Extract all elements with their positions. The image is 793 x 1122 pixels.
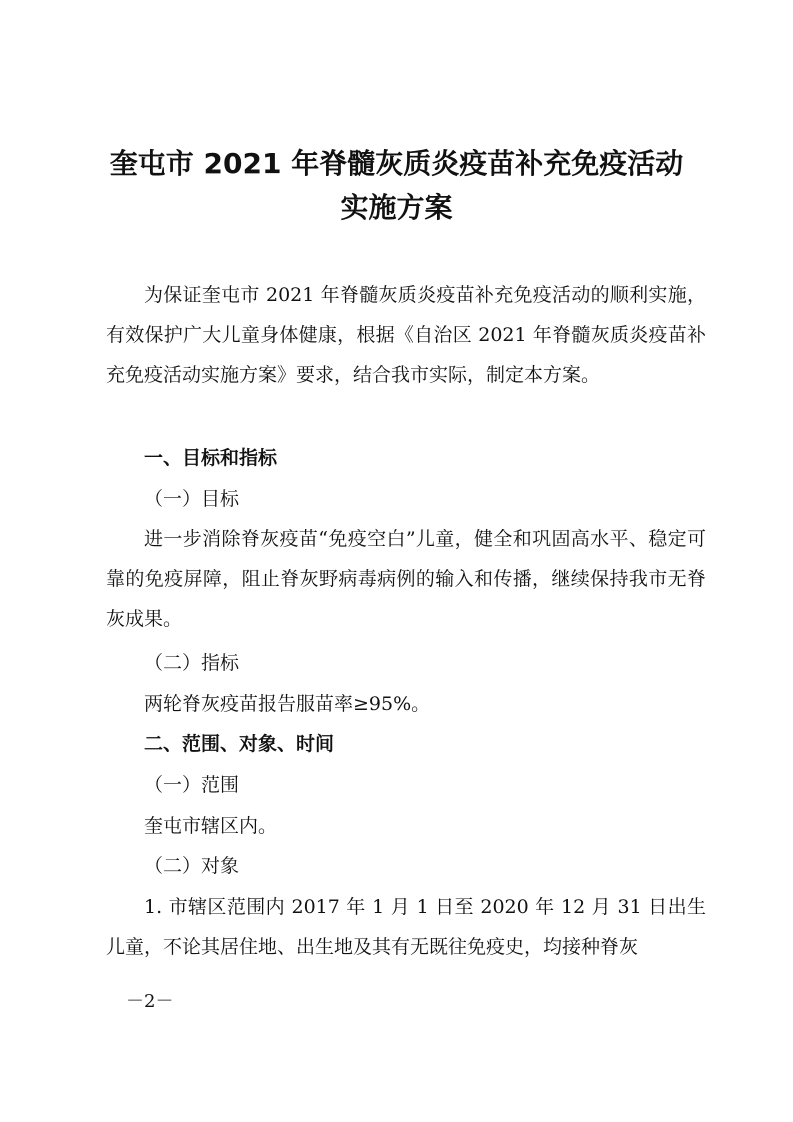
section-1-subheading-1: （一）目标 <box>144 488 240 510</box>
page-number: －2－ <box>126 991 174 1012</box>
section-1-sub-2-text: 两轮脊灰疫苗报告服苗率≥95%。 <box>144 693 431 715</box>
section-1-subheading-2: （二）指标 <box>144 652 240 674</box>
document-title-line-2: 实施方案 <box>340 191 453 224</box>
intro-paragraph: 为保证奎屯市 2021 年脊髓灰质炎疫苗补充免疫活动的顺利实施，有效保护广大儿童身体健康，根据《自治区 2021 年脊髓灰质炎疫苗补充免疫活动实施方案》要求，结合我市实际，制定本方案。 <box>106 284 706 386</box>
intro-paragraph-block <box>106 275 706 395</box>
section-2-sub-2-text: 1. 市辖区范围内 2017 年 1 月 1 日至 2020 年 12 月 31 日出生儿童，不论其居住地、出生地及其有无既往免疫史，均接种脊灰 <box>106 896 706 958</box>
section-1-sub-1-text: 进一步消除脊灰疫苗“免疫空白”儿童，健全和巩固高水平、稳定可靠的免疫屏障，阻止脊灰野病毒病例的输入和传播，继续保持我市无脊灰成果。 <box>106 528 706 630</box>
section-2-sub-2-block <box>106 887 706 967</box>
section-2-heading: 二、范围、对象、时间 <box>144 733 335 755</box>
document-title-line-1: 奎屯市 2021 年脊髓灰质炎疫苗补充免疫活动 <box>109 147 684 180</box>
section-2-subheading-1: （一）范围 <box>144 774 240 796</box>
section-2-sub-1-text: 奎屯市辖区内。 <box>144 815 278 837</box>
section-1-heading: 一、目标和指标 <box>144 447 278 469</box>
section-1-sub-1-block <box>106 519 706 639</box>
section-2-subheading-2: （二）对象 <box>144 855 240 877</box>
